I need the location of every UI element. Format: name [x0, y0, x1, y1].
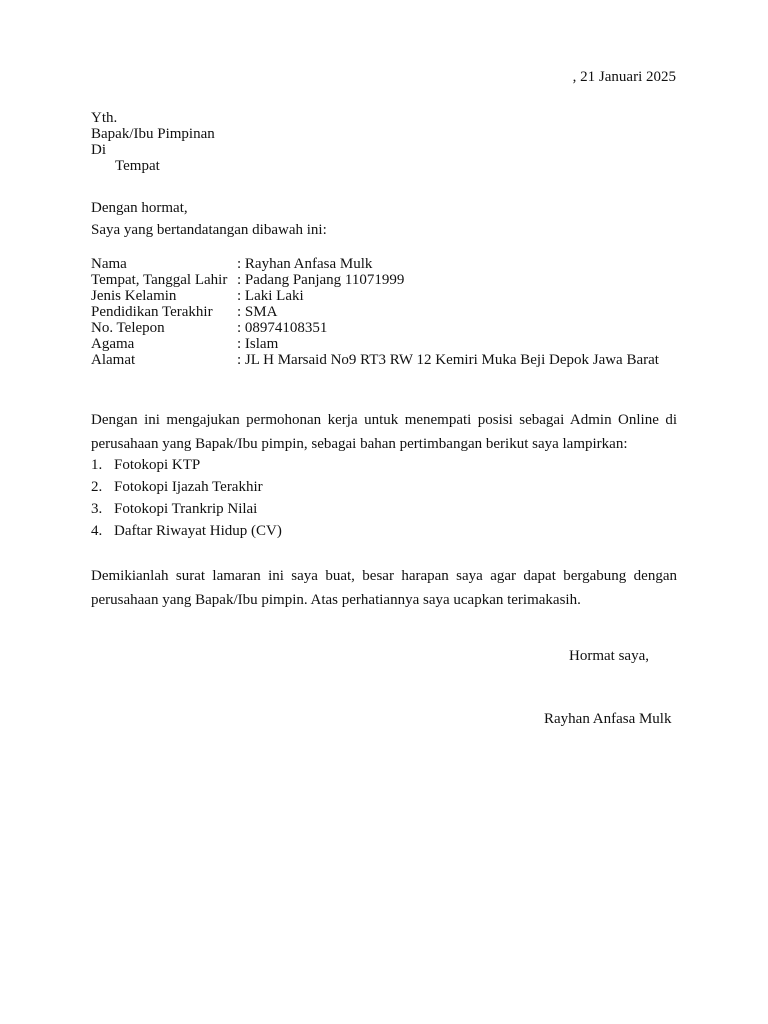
list-item-number: 4.	[91, 523, 103, 539]
field-label-nama: Nama	[91, 256, 127, 272]
list-item	[91, 523, 282, 539]
field-label-alamat: Alamat	[91, 352, 136, 368]
list-item-text: Fotokopi Trankrip Nilai	[114, 501, 258, 517]
recipient-salutation: Yth.	[91, 110, 118, 126]
field-value-no-telepon: : 08974108351	[237, 320, 328, 336]
field-value-alamat: : JL H Marsaid No9 RT3 RW 12 Kemiri Muka Beji Depok Jawa Barat	[237, 352, 659, 368]
signature-name: Rayhan Anfasa Mulk	[544, 711, 672, 727]
list-item-text: Fotokopi KTP	[114, 457, 201, 473]
greeting: Dengan hormat,	[91, 200, 188, 216]
field-value-nama: : Rayhan Anfasa Mulk	[237, 256, 373, 272]
list-item-number: 2.	[91, 479, 103, 495]
closing-salutation: Hormat saya,	[569, 648, 649, 664]
field-label-jenis-kelamin: Jenis Kelamin	[91, 288, 177, 304]
closing-paragraph: Demikianlah surat lamaran ini saya buat, besar harapan saya agar dapat bergabung dengan perusahaan yang Bapak/Ibu pimpin. Atas perhatiannya saya ucapkan terimakasih.	[91, 568, 677, 608]
field-value-agama: : Islam	[237, 336, 279, 352]
field-value-jenis-kelamin: : Laki Laki	[237, 288, 304, 304]
intro-text: Saya yang bertandatangan dibawah ini:	[91, 222, 327, 238]
letter-date: , 21 Januari 2025	[572, 69, 676, 85]
list-item-number: 1.	[91, 457, 103, 473]
list-item	[91, 479, 263, 495]
field-label-agama: Agama	[91, 336, 135, 352]
list-item	[91, 501, 257, 517]
field-label-no-telepon: No. Telepon	[91, 320, 165, 336]
field-value-pendidikan-terakhir: : SMA	[237, 304, 278, 320]
field-value-tempat-tanggal-lahir: : Padang Panjang 11071999	[237, 272, 405, 288]
list-item	[91, 457, 200, 473]
list-item-text: Fotokopi Ijazah Terakhir	[114, 479, 263, 495]
recipient-di: Di	[91, 142, 106, 158]
recipient-name: Bapak/Ibu Pimpinan	[91, 126, 215, 142]
list-item-text: Daftar Riwayat Hidup (CV)	[114, 523, 282, 539]
list-item-number: 3.	[91, 501, 103, 517]
recipient-place: Tempat	[115, 158, 160, 174]
body-paragraph: Dengan ini mengajukan permohonan kerja untuk menempati posisi sebagai Admin Online di perusahaan yang Bapak/Ibu pimpin, sebagai bahan pertimbangan berikut saya lampirkan:	[91, 412, 677, 452]
field-label-tempat-tanggal-lahir: Tempat, Tanggal Lahir	[91, 272, 228, 288]
field-label-pendidikan-terakhir: Pendidikan Terakhir	[91, 304, 213, 320]
